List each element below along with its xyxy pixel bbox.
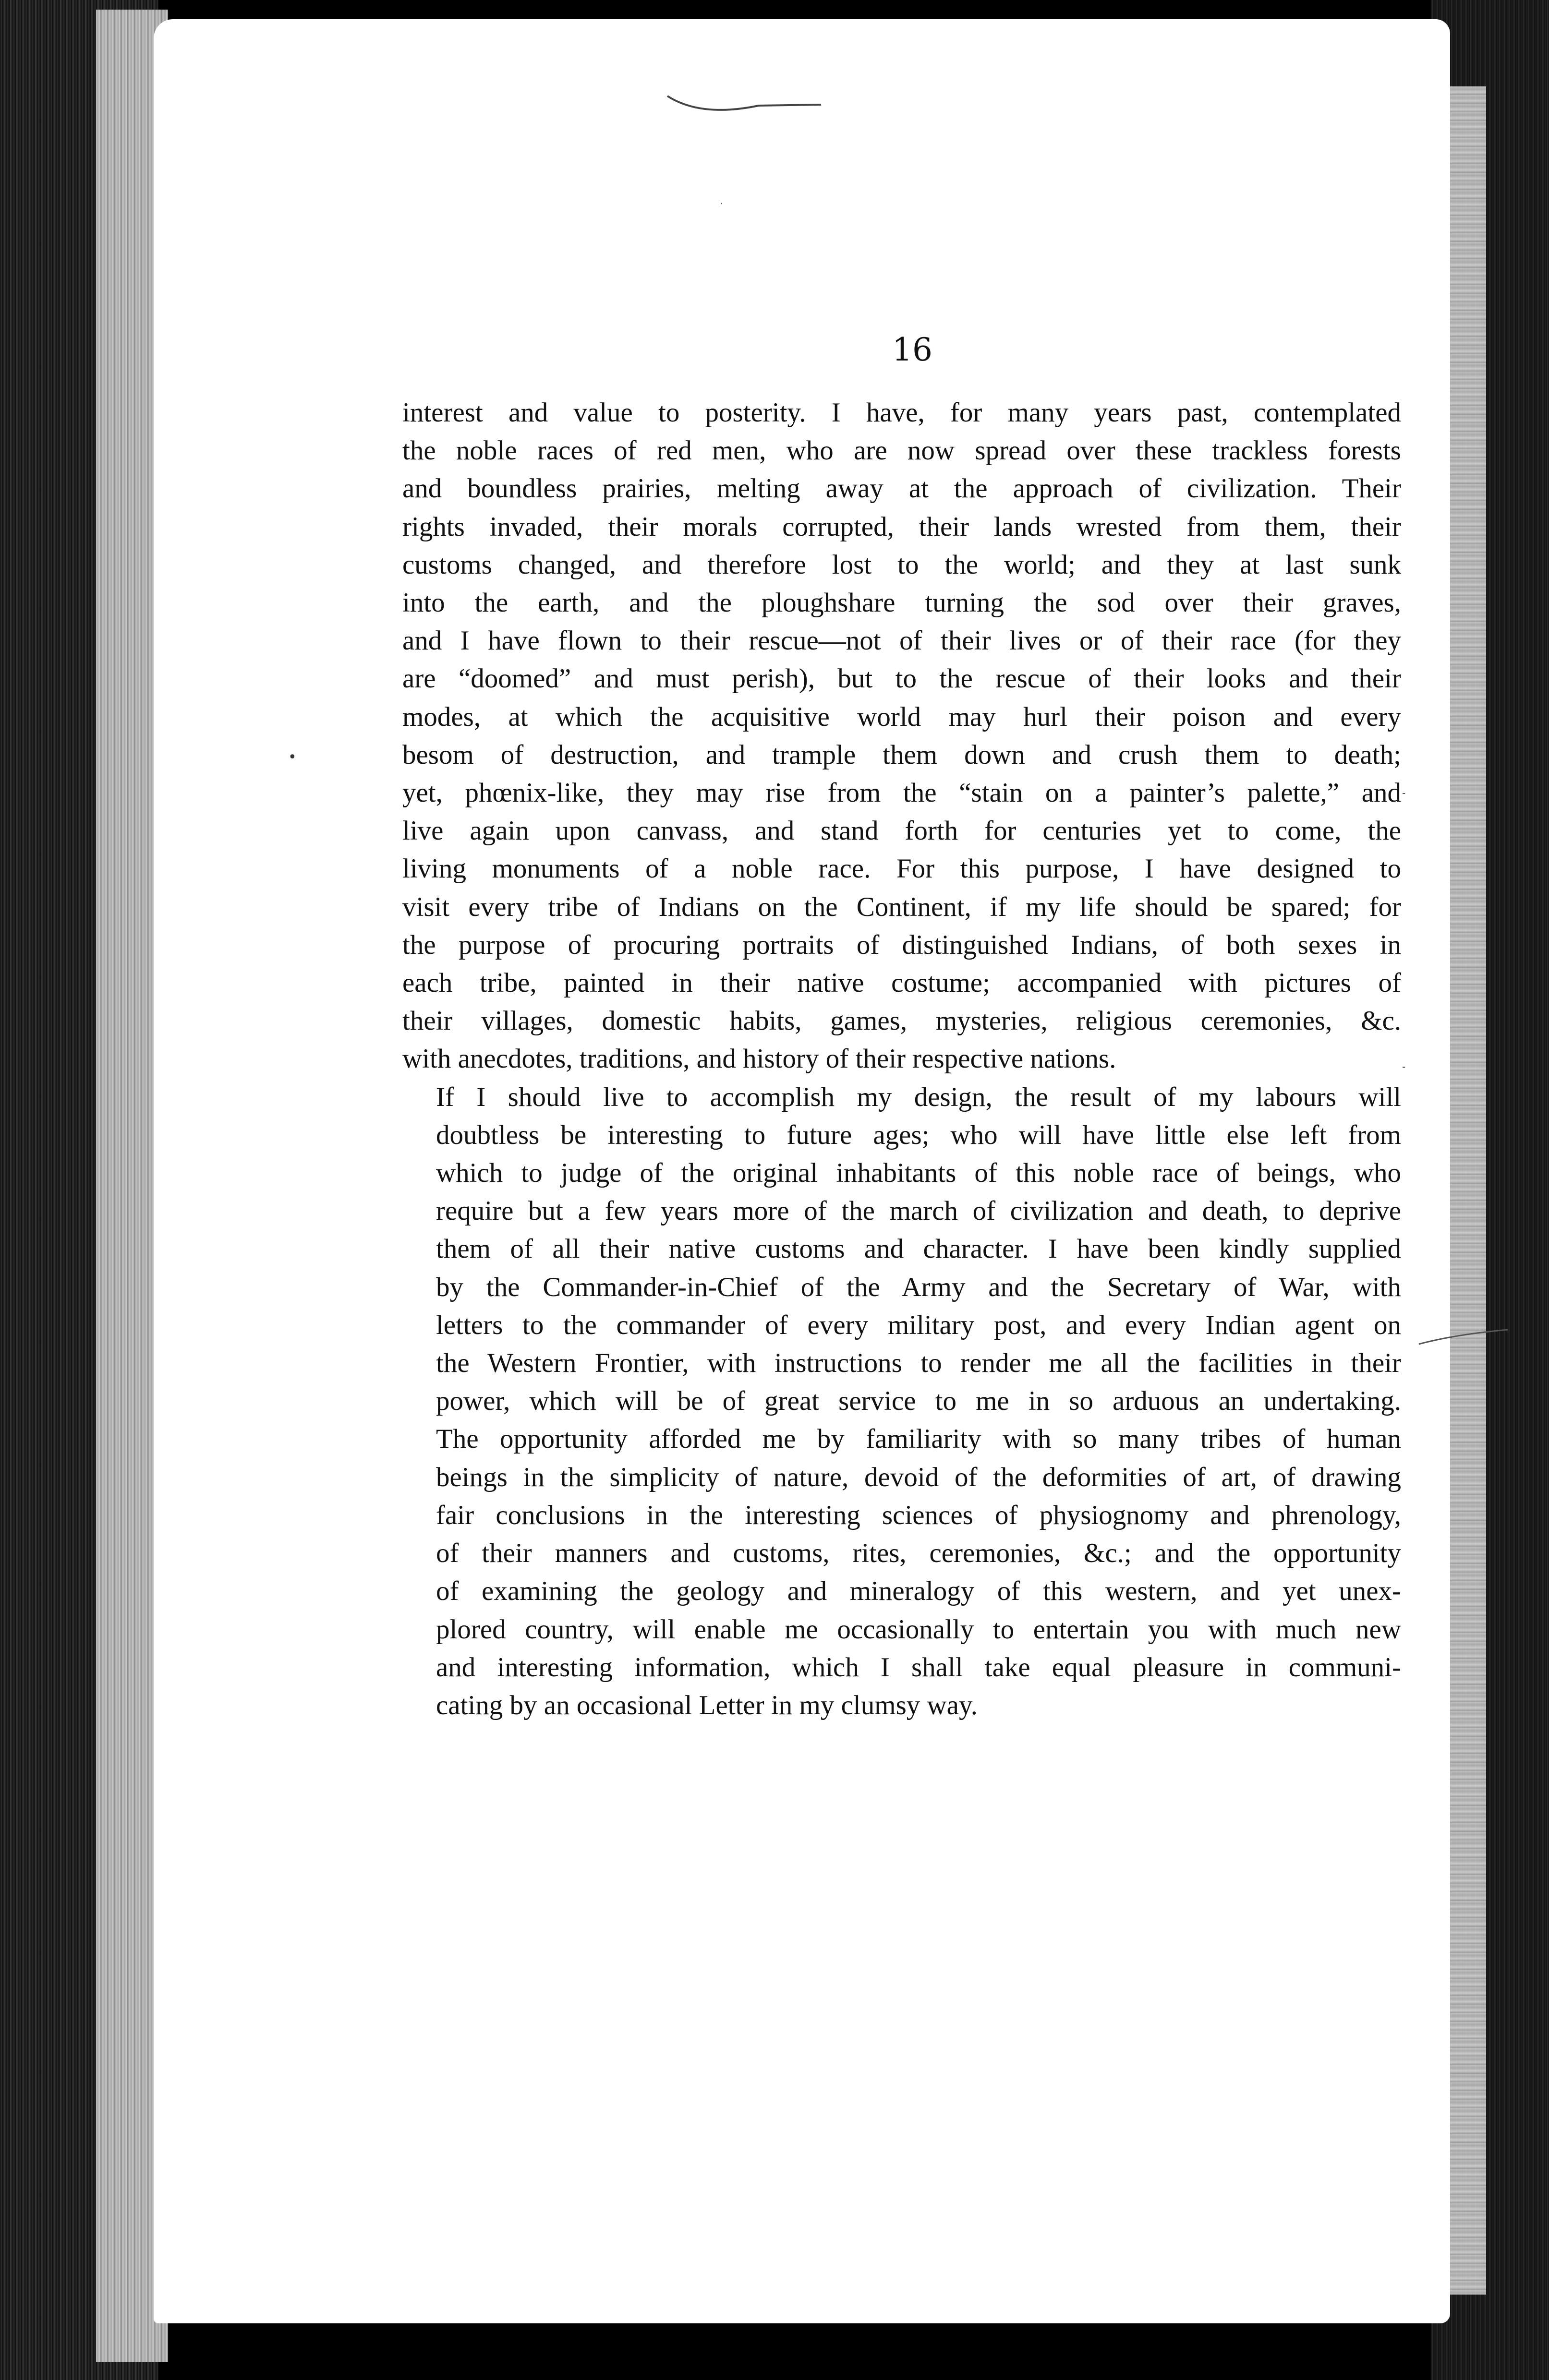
speck-mark: -: [1402, 787, 1406, 799]
text-line: fair conclusions in the interesting sciences of physiognomy and phrenology,: [436, 1500, 1401, 1530]
text-line: of examining the geology and mineralogy of this western, and yet unex-: [436, 1576, 1401, 1607]
text-line: the purpose of procuring portraits of distinguished Indians, of both sexes in: [402, 929, 1401, 960]
text-line: visit every tribe of Indians on the Continent, if my life should be spared; for: [402, 891, 1401, 922]
text-line: If I should live to accomplish my design, the result of my labours will: [436, 1082, 1401, 1112]
text-line: letters to the commander of every military post, and every Indian agent on: [436, 1310, 1401, 1340]
speck-mark: -: [1402, 1061, 1406, 1072]
text-line: power, which will be of great service to me in so arduous an undertaking.: [436, 1386, 1401, 1417]
margin-pencil-mark: [1416, 1325, 1513, 1354]
speck-mark: .: [720, 197, 723, 206]
page-number: 16: [892, 331, 932, 368]
text-line: plored country, will enable me occasionally to entertain you with much new: [436, 1614, 1401, 1645]
text-line: modes, at which the acquisitive world may hurl their poison and every: [402, 701, 1401, 732]
text-line: cating by an occasional Letter in my clumsy way.: [436, 1690, 978, 1720]
text-line: and I have flown to their rescue—not of their lives or of their race (for they: [402, 625, 1401, 656]
text-line: with anecdotes, traditions, and history of their respective nations.: [402, 1044, 1116, 1074]
paragraph: [402, 394, 1401, 1078]
text-line: living monuments of a noble race. For this purpose, I have designed to: [402, 853, 1401, 884]
text-line: rights invaded, their morals corrupted, their lands wrested from them, their: [402, 511, 1401, 542]
text-line: and boundless prairies, melting away at the approach of civilization. Their: [402, 473, 1401, 504]
text-line: yet, phœnix-like, they may rise from the “stain on a painter’s palette,” and: [402, 778, 1401, 808]
text-line: by the Commander-in-Chief of the Army and the Secretary of War, with: [436, 1272, 1401, 1302]
text-line: customs changed, and therefore lost to the world; and they at last sunk: [402, 549, 1401, 580]
text-line: of their manners and customs, rites, ceremonies, &c.; and the opportunity: [436, 1538, 1401, 1569]
text-line: interest and value to posterity. I have, for many years past, contemplated: [402, 397, 1401, 428]
speck-mark: •: [288, 749, 297, 766]
text-line: into the earth, and the ploughshare turning the sod over their graves,: [402, 588, 1401, 618]
text-line: the Western Frontier, with instructions to render me all the facilities in their: [436, 1348, 1401, 1379]
text-line: are “doomed” and must perish), but to the rescue of their looks and their: [402, 663, 1401, 694]
text-line: them of all their native customs and character. I have been kindly supplied: [436, 1234, 1401, 1264]
text-line: their villages, domestic habits, games, mysteries, religious ceremonies, &c.: [402, 1006, 1401, 1036]
text-line: the noble races of red men, who are now spread over these trackless forests: [402, 435, 1401, 466]
text-line: each tribe, painted in their native costume; accompanied with pictures of: [402, 968, 1401, 998]
text-line: which to judge of the original inhabitants of this noble race of beings, who: [436, 1158, 1401, 1189]
text-line: live again upon canvass, and stand forth for centuries yet to come, the: [402, 816, 1401, 846]
text-line: require but a few years more of the march of civilization and death, to deprive: [436, 1196, 1401, 1226]
text-line: The opportunity afforded me by familiarity with so many tribes of human: [436, 1424, 1401, 1454]
text-line: doubtless be interesting to future ages; who will have little else left from: [436, 1119, 1401, 1150]
ink-stroke-mark: [663, 82, 855, 120]
text-line: and interesting information, which I shall take equal pleasure in communi-: [436, 1652, 1401, 1683]
paragraph: [402, 1078, 1401, 1724]
text-line: besom of destruction, and trample them down and crush them to death;: [402, 739, 1401, 770]
body-text: [402, 394, 1401, 1724]
text-line: beings in the simplicity of nature, devoid of the deformities of art, of drawing: [436, 1462, 1401, 1492]
